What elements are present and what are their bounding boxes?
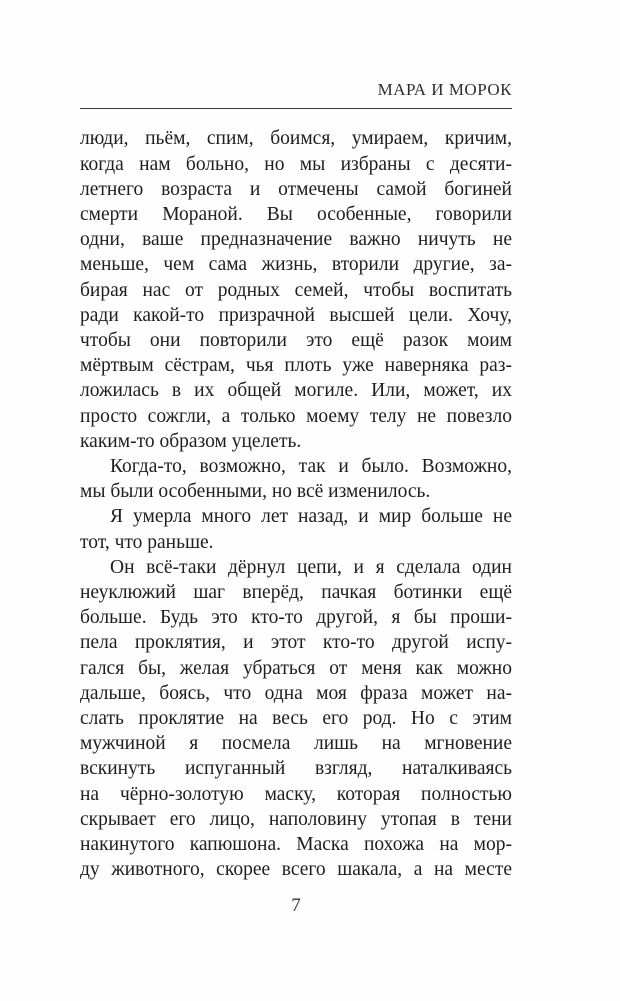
text-line: Когда-то, возможно, так и было. Возможно, (110, 455, 512, 477)
text-line: пела проклятия, и этот кто-то другой испу- (80, 632, 512, 654)
running-header: МАРА И МОРОК (377, 80, 512, 99)
text-line: бирая нас от родных семей, чтобы воспитать (80, 279, 512, 301)
text-line: люди, пьём, спим, боимся, умираем, кричим, (80, 128, 512, 150)
text-line: ради какой-то призрачной высшей цели. Хочу, (80, 304, 512, 326)
text-block (80, 81, 512, 917)
text-line: когда нам больно, но мы избраны с десяти- (80, 153, 512, 175)
text-line: дальше, боясь, что одна моя фраза может на- (80, 682, 512, 704)
text-line: меньше, чем сама жизнь, вторили другие, за- (80, 254, 512, 276)
text-line: слать проклятие на весь его род. Но с этим (80, 707, 512, 729)
text-line: вскинуть испуганный взгляд, наталкиваясь (80, 758, 512, 780)
text-line: мёртвым сёстрам, чья плоть уже наверняка раз- (80, 355, 512, 377)
text-line: просто сожгли, а только моему телу не повезло (80, 405, 512, 427)
text-line: неуклюжий шаг вперёд, пачкая ботинки ещё (80, 581, 512, 603)
text-line: на чёрно-золотую маску, которая полностью (80, 783, 512, 805)
text-line: мужчиной я посмела лишь на мгновение (80, 733, 512, 755)
text-line: накинутого капюшона. Маска похожа на мор- (80, 833, 512, 855)
body-text (80, 126, 512, 882)
text-line: тот, что раньше. (80, 531, 214, 553)
text-line: больше. Будь это кто-то другой, я бы проши- (80, 607, 512, 629)
text-line: летнего возраста и отмечены самой богиней (80, 178, 512, 200)
text-line: мы были особенными, но всё изменилось. (80, 481, 431, 503)
text-line: гался бы, желая убраться от меня как можно (80, 657, 512, 679)
text-line: каким-то образом уцелеть. (80, 430, 302, 452)
text-line: ложилась в их общей могиле. Или, может, их (80, 380, 512, 402)
text-line: ду животного, скорее всего шакала, а на месте (80, 859, 512, 881)
text-line: скрывает его лицо, наполовину утопая в тени (80, 808, 512, 830)
page-number: 7 (291, 895, 301, 917)
text-line: Я умерла много лет назад, и мир больше не (110, 506, 512, 528)
text-line: смерти Мораной. Вы особенные, говорили (80, 203, 512, 225)
header-rule (80, 108, 512, 109)
text-line: одни, ваше предназначение важно ничуть не (80, 229, 512, 251)
text-line: Он всё-таки дёрнул цепи, и я сделала один (110, 556, 512, 578)
text-line: чтобы они повторили это ещё разок моим (80, 329, 512, 351)
